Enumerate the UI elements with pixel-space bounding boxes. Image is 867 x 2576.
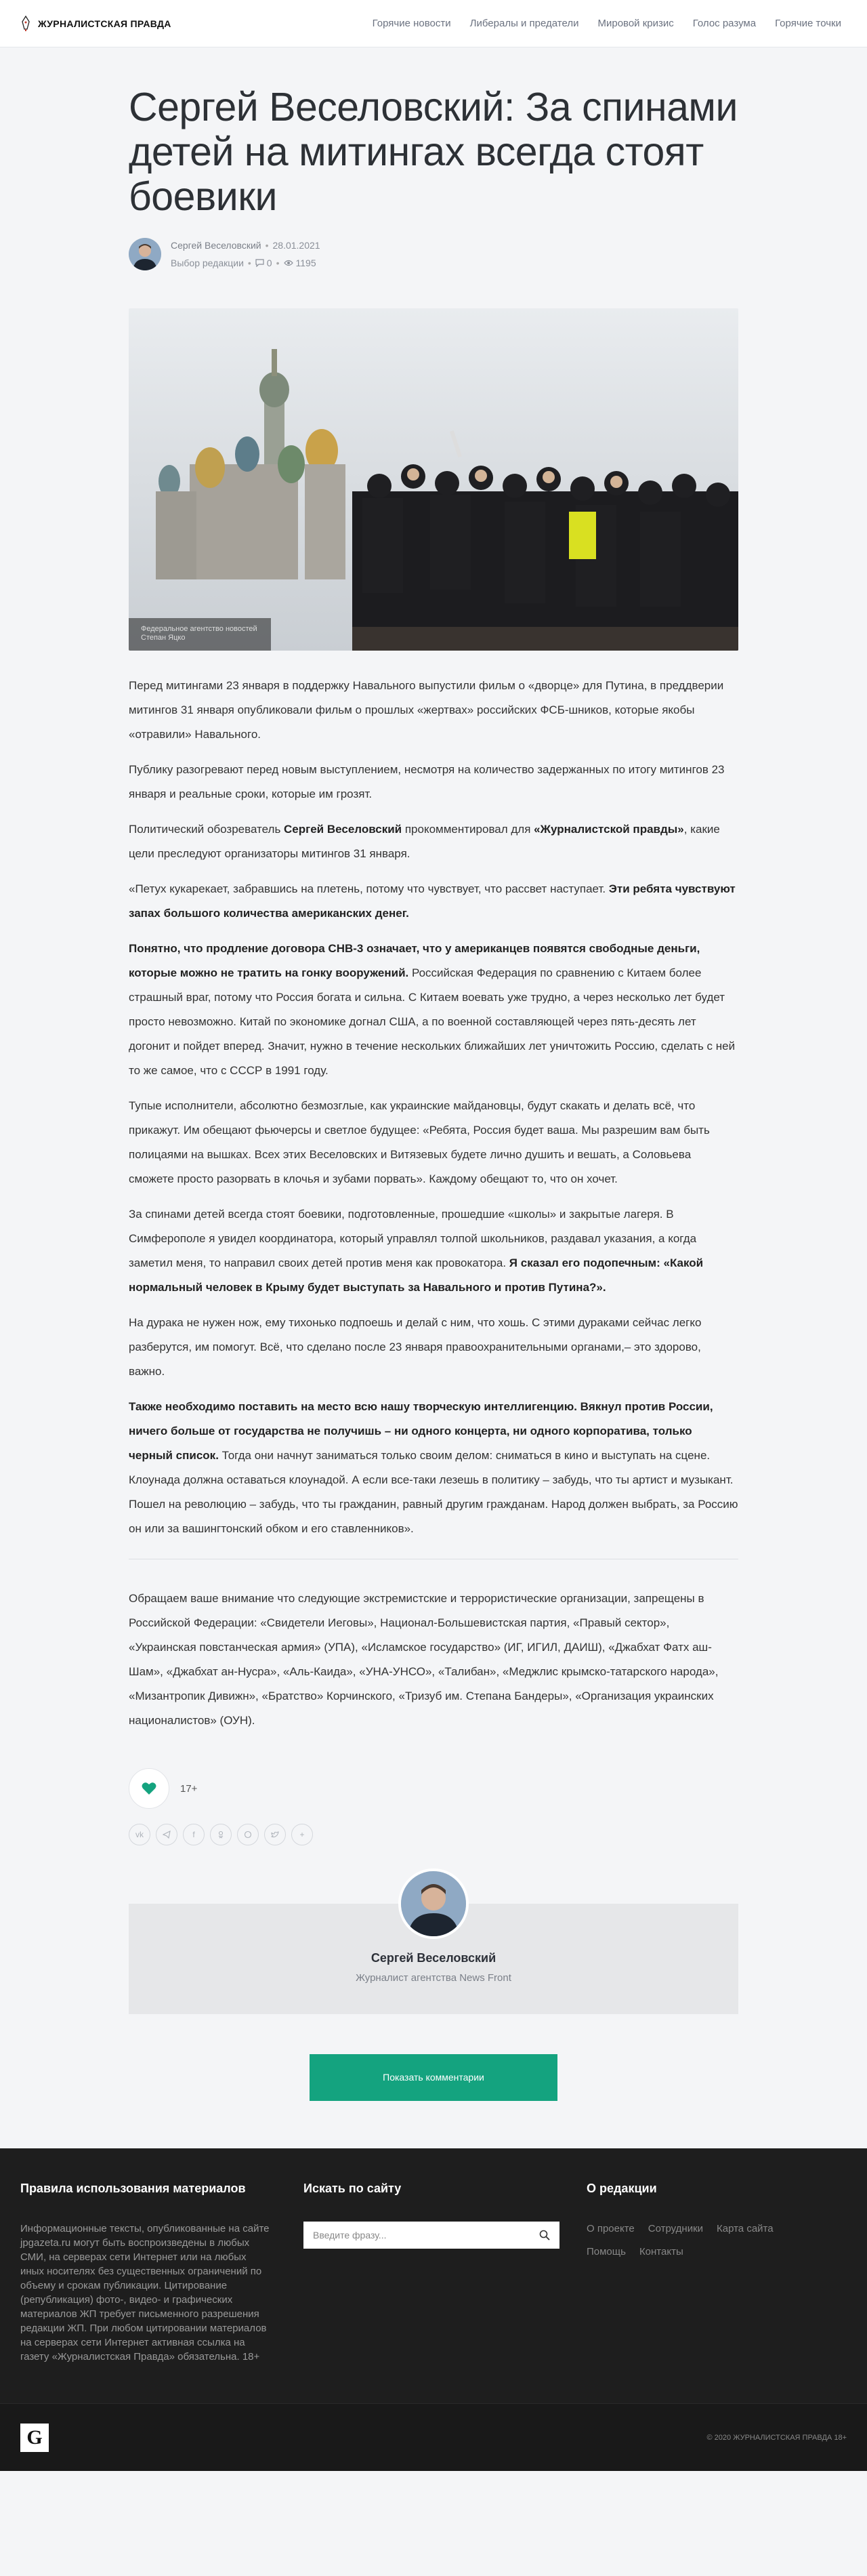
rules-title: Правила использования материалов xyxy=(20,2182,246,2195)
about-links xyxy=(587,2222,817,2260)
author-card xyxy=(129,1904,738,2014)
like-button[interactable] xyxy=(129,1768,169,1809)
author-avatar[interactable] xyxy=(398,1868,469,1939)
footer-link-staff[interactable]: Сотрудники xyxy=(648,2223,704,2234)
author-role: Журналист агентства News Front xyxy=(356,1972,511,1984)
heart-icon xyxy=(142,1782,156,1795)
share-vk-icon[interactable]: vk xyxy=(129,1824,150,1845)
paragraph: Тупые исполнители, абсолютно безмозглые, как украинские майдановцы, будут скакать и делать всё, что прикажут. Им обещают фьючерсы и светлое будущее: «Ребята, Россия будет ваша. Мы разрешим вам быть полицаями на вышках. Всех этих Веселовских и Витязевых будете лично душить и вешать, а Соловьева сможете просто разорвать в клочья и зубами порвать». Каждому обещают то, что он хочет. xyxy=(129,1099,710,1185)
site-footer xyxy=(0,2148,867,2471)
meta-separator: • xyxy=(247,258,251,268)
image-caption: Федеральное агентство новостей Степан Яцко xyxy=(129,618,271,651)
paragraph: За спинами детей всегда стоят боевики, подготовленные, прошедшие «школы» и закрытые лагеря. В Симферополе я увидел координатора, который управлял толпой школьников, раздавал указания, а когда заметил меня, то направил своих детей против меня как провокатора. Я сказал его подопечным: «Какой нормальный человек в Крыму будет выступать за Навального и против Путина?». xyxy=(129,1208,704,1294)
brand-link[interactable] xyxy=(20,15,171,33)
search-box xyxy=(303,2222,559,2249)
paragraph: «Петух кукарекает, забравшись на плетень, потому что чувствует, что рассвет наступает. Эти ребята чувствуют запах большого количества американских денег. xyxy=(129,882,736,920)
comment-icon xyxy=(255,259,264,267)
article-meta xyxy=(129,232,738,276)
footer-bottom xyxy=(0,2403,867,2471)
publish-date: 28.01.2021 xyxy=(272,240,320,251)
footer-link-sitemap[interactable]: Карта сайта xyxy=(717,2223,774,2234)
comments-count[interactable]: 0 xyxy=(255,254,272,272)
share-odnoklassniki-icon[interactable] xyxy=(210,1824,232,1845)
like-count: 17+ xyxy=(180,1782,198,1795)
pen-logo-icon xyxy=(20,15,31,33)
share-telegram-icon[interactable] xyxy=(156,1824,177,1845)
paragraph: Также необходимо поставить на место всю нашу творческую интеллигенцию. Вякнул против России, ничего больше от государства не получишь – ни одного концерта, ни одного корпоратива, только черный список. Тогда они начнут заниматься только своим делом: сниматься в кино и выступать на сцене. Клоунада должна оставаться клоунадой. А если все-таки лезешь в политику – забудь, что ты артист и музыкант. Пошел на революцию – забудь, что ты гражданин, равный другим гражданам. Народ должен выбрать, за Россию он или за вашингтонский обком и его ставленников». xyxy=(129,1400,738,1535)
share-twitter-icon[interactable] xyxy=(264,1824,286,1845)
article-body xyxy=(129,674,738,1733)
nav-hot-news[interactable]: Горячие новости xyxy=(372,18,451,29)
paragraph: Публику разогревают перед новым выступлением, несмотря на количество задержанных по итогу митингов 23 января и реальные сроки, которые им грозят. xyxy=(129,763,725,800)
footer-logo[interactable]: G xyxy=(20,2424,49,2452)
brand-name: ЖУРНАЛИСТСКАЯ ПРАВДА xyxy=(38,18,171,29)
author-name[interactable]: Сергей Веселовский xyxy=(371,1951,496,1965)
nav-hot-spots[interactable]: Горячие точки xyxy=(775,18,841,29)
hero-image xyxy=(129,308,738,651)
share-buttons xyxy=(129,1824,738,1845)
article-container xyxy=(129,47,738,2148)
nav-liberals[interactable]: Либералы и предатели xyxy=(469,18,579,29)
paragraph: На дурака не нужен нож, ему тихонько подпоешь и делай с ним, что хошь. С этими дураками сейчас легко разберутся, им помогут. Всё, что сделано после 23 января правоохранительными органами,– это здорово, важно. xyxy=(129,1316,702,1378)
share-facebook-icon[interactable]: f xyxy=(183,1824,205,1845)
eye-icon xyxy=(284,260,293,266)
paragraph: Политический обозреватель Сергей Веселовский прокомментировал для «Журналистской правды», какие цели преследуют организаторы митингов 31 января. xyxy=(129,823,720,860)
share-more-icon[interactable]: + xyxy=(291,1824,313,1845)
meta-separator: • xyxy=(265,240,269,251)
show-comments-button[interactable]: Показать комментарии xyxy=(310,2054,557,2101)
search-icon[interactable] xyxy=(539,2230,550,2241)
share-whatsapp-icon[interactable] xyxy=(237,1824,259,1845)
rules-text: Информационные тексты, опубликованные на сайте jpgazeta.ru могут быть воспроизведены в любых СМИ, на серверах сети Интернет или на любых иных носителях без существенных ограничений по объему и срокам публикации. Цитирование (републикация) фото-, видео- и графических материалов ЖП требует письменного разрешения редакции ЖП. При любом цитировании материалов на серверах сети Интернет активная ссылка на газету «Журналистская Правда» обязательна. 18+ xyxy=(20,2223,270,2363)
category-link[interactable]: Выбор редакции xyxy=(171,258,244,268)
search-input[interactable] xyxy=(313,2230,539,2241)
paragraph: Понятно, что продление договора СНВ-3 означает, что у американцев появятся свободные деньги, которые можно не тратить на гонку вооружений. Российская Федерация по сравнению с Китаем более страшный враг, потому что Россия богата и сильна. С Китаем воевать уже трудно, а через несколько лет будет просто невозможно. Китай по экономике догнал США, а по военной составляющей через пять-десять лет догонит и пойдет вперед. Значит, нужно в течение нескольких ближайших лет уничтожить Россию, сделать с ней то же самое, что с СССР в 1991 году. xyxy=(129,942,736,1077)
main-nav xyxy=(373,18,841,29)
search-title: Искать по сайту xyxy=(303,2182,402,2195)
extremist-notice: Обращаем ваше внимание что следующие экстремистские и террористические организации, запрещены в Российской Федерации: «Свидетели Иеговы», Национал-Большевистская партия, «Правый сектор», «Украинская повстанческая армия» (УПА), «Исламское государство» (ИГ, ИГИЛ, ДАИШ), «Джабхат Фатх аш-Шам», «Джабхат ан-Нусра», «Аль-Каида», «УНА-УНСО», «Талибан», «Меджлис крымско-татарского народа», «Мизантропик Дивижн», «Братство» Корчинского, «Тризуб им. Степана Бандеры», «Организация украинских националистов» (ОУН). xyxy=(129,1592,719,1727)
views-count: 1195 xyxy=(284,254,316,272)
author-avatar-small[interactable] xyxy=(129,238,161,270)
footer-link-help[interactable]: Помощь xyxy=(587,2246,626,2257)
nav-voice-of-reason[interactable]: Голос разума xyxy=(692,18,757,29)
article-title: Сергей Веселовский: За спинами детей на митингах всегда стоят боевики xyxy=(129,85,738,219)
footer-link-contacts[interactable]: Контакты xyxy=(639,2246,683,2257)
site-header xyxy=(0,0,867,47)
meta-separator: • xyxy=(276,258,280,268)
footer-link-about[interactable]: О проекте xyxy=(587,2223,635,2234)
likes-block xyxy=(129,1768,738,1809)
about-title: О редакции xyxy=(587,2182,657,2195)
paragraph: Перед митингами 23 января в поддержку Навального выпустили фильм о «дворце» для Путина, в преддверии митингов 31 января опубликовали фильм о прошлых «жертвах» российских ФСБ-шников, которые якобы «отравили» Навального. xyxy=(129,679,724,741)
nav-world-crisis[interactable]: Мировой кризис xyxy=(597,18,674,29)
copyright: © 2020 ЖУРНАЛИСТСКАЯ ПРАВДА 18+ xyxy=(706,2433,847,2442)
author-link[interactable]: Сергей Веселовский xyxy=(171,240,261,251)
